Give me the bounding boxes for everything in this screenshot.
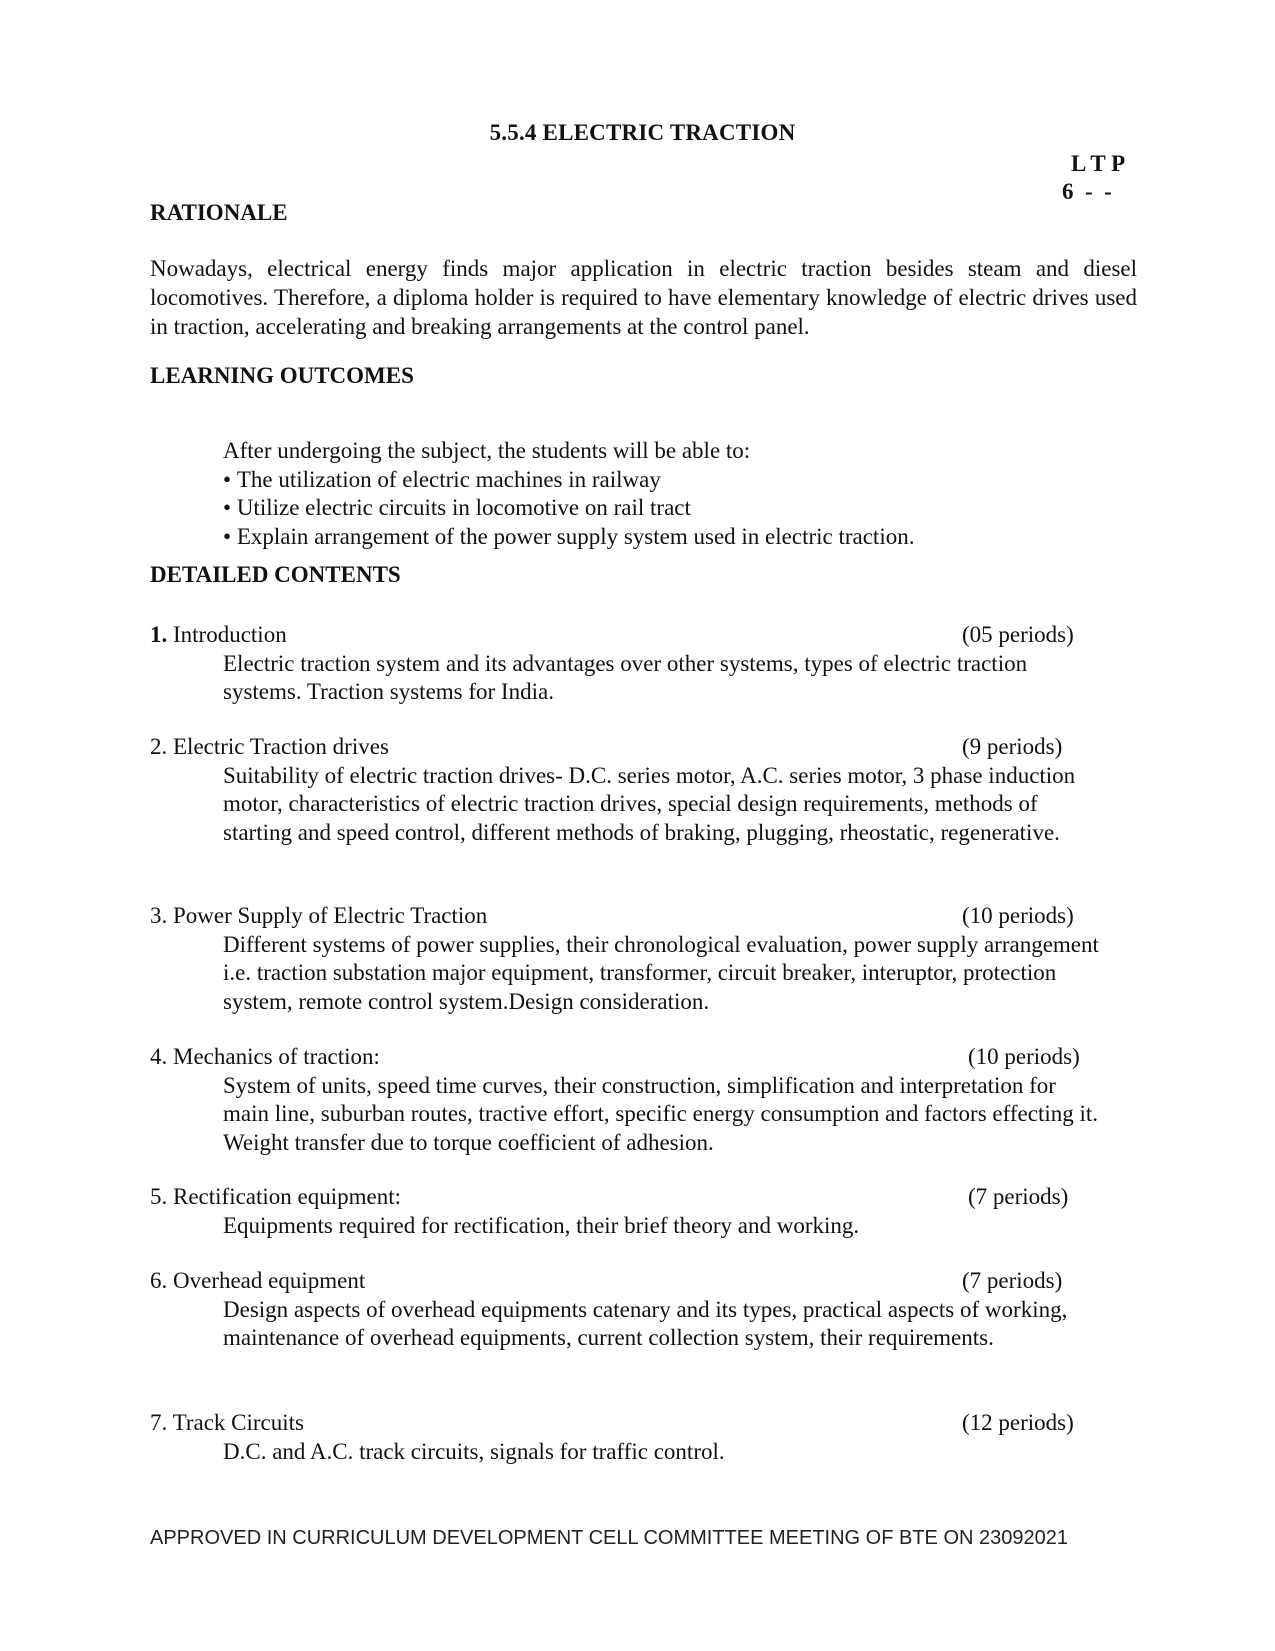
learning-outcome-item: • Utilize electric circuits in locomotive on rail tract bbox=[223, 494, 914, 523]
unit-6 bbox=[150, 1267, 1100, 1353]
unit-1 bbox=[150, 621, 1100, 707]
unit-number: 7. bbox=[150, 1410, 168, 1435]
unit-title: Track Circuits bbox=[172, 1410, 304, 1435]
unit-title: Mechanics of traction: bbox=[173, 1044, 380, 1069]
rationale-heading: RATIONALE bbox=[150, 200, 288, 225]
unit-periods: (10 periods) bbox=[968, 1044, 1080, 1069]
page-title: 5.5.4 ELECTRIC TRACTION bbox=[489, 120, 796, 145]
learning-outcomes-list bbox=[223, 437, 914, 551]
ltp-values: 6 - - bbox=[1062, 179, 1112, 204]
learning-outcome-item: • Explain arrangement of the power supply system used in electric traction. bbox=[223, 523, 914, 552]
learning-outcome-item: • The utilization of electric machines in railway bbox=[223, 466, 914, 495]
unit-5 bbox=[150, 1183, 1100, 1240]
unit-number: 1. bbox=[150, 622, 168, 647]
unit-description: Electric traction system and its advantages over other systems, types of electric traction systems. Traction systems for India. bbox=[223, 650, 1028, 704]
unit-title: Introduction bbox=[173, 622, 287, 647]
unit-description: Different systems of power supplies, their chronological evaluation, power supply arrangement i.e. traction substation major equipment, transformer, circuit breaker, interuptor, protection system, remote control system.Design consideration. bbox=[223, 931, 1099, 1014]
unit-description: System of units, speed time curves, their construction, simplification and interpretation for main line, suburban routes, tractive effort, specific energy consumption and factors effecting it. Weight transfer due to torque coefficient of adhesion. bbox=[223, 1072, 1098, 1155]
unit-number: 4. bbox=[150, 1044, 168, 1069]
detailed-contents-heading: DETAILED CONTENTS bbox=[150, 562, 401, 587]
unit-periods: (7 periods) bbox=[962, 1268, 1063, 1293]
unit-title: Overhead equipment bbox=[173, 1268, 366, 1293]
unit-number: 6. bbox=[150, 1268, 168, 1293]
unit-number: 5. bbox=[150, 1184, 168, 1209]
learning-outcomes-heading: LEARNING OUTCOMES bbox=[150, 363, 414, 388]
unit-title: Rectification equipment: bbox=[173, 1184, 402, 1209]
unit-periods: (7 periods) bbox=[968, 1184, 1069, 1209]
unit-number: 3. bbox=[150, 903, 168, 928]
unit-periods: (10 periods) bbox=[962, 903, 1074, 928]
unit-number: 2. bbox=[150, 734, 168, 759]
unit-periods: (12 periods) bbox=[962, 1410, 1074, 1435]
approval-footer: APPROVED IN CURRICULUM DEVELOPMENT CELL COMMITTEE MEETING OF BTE ON 23092021 bbox=[150, 1527, 1068, 1549]
rationale-text: Nowadays, electrical energy finds major application in electric traction besides steam and diesel locomotives. Therefore, a diploma holder is required to have elementary knowledge of electric drives used in traction, accelerating and breaking arrangements at the control panel. bbox=[150, 256, 1137, 339]
ltp-labels: L T P bbox=[1071, 151, 1126, 176]
unit-description: Suitability of electric traction drives- D.C. series motor, A.C. series motor, 3 phase induction motor, characteristics of electric traction drives, special design requirements, methods of starting and speed control, different methods of braking, plugging, rheostatic, regenerative. bbox=[223, 762, 1076, 845]
unit-2 bbox=[150, 733, 1100, 847]
unit-description: Design aspects of overhead equipments catenary and its types, practical aspects of working, maintenance of overhead equipments, current collection system, their requirements. bbox=[223, 1296, 1068, 1350]
unit-description: D.C. and A.C. track circuits, signals for traffic control. bbox=[223, 1438, 725, 1464]
unit-3 bbox=[150, 902, 1100, 1016]
unit-periods: (9 periods) bbox=[962, 734, 1063, 759]
unit-4 bbox=[150, 1043, 1100, 1157]
ltp-block bbox=[1062, 150, 1126, 206]
learning-outcomes-intro: After undergoing the subject, the students will be able to: bbox=[223, 438, 751, 463]
unit-periods: (05 periods) bbox=[962, 622, 1074, 647]
unit-title: Electric Traction drives bbox=[173, 734, 389, 759]
unit-description: Equipments required for rectification, their brief theory and working. bbox=[223, 1212, 860, 1238]
unit-title: Power Supply of Electric Traction bbox=[173, 903, 488, 928]
unit-7 bbox=[150, 1409, 1100, 1466]
